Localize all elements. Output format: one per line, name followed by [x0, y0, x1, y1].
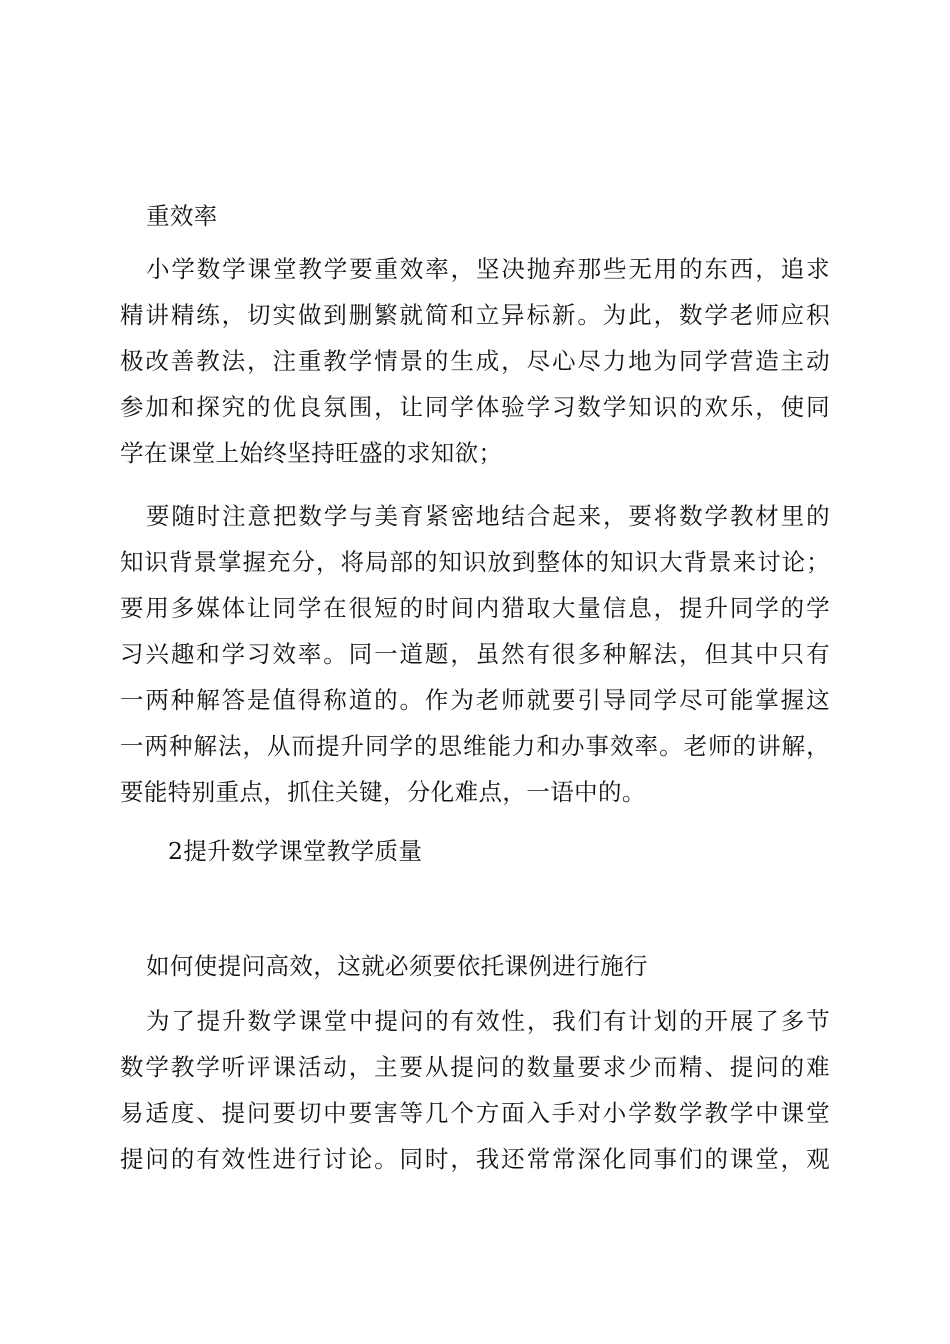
heading-efficiency: 重效率	[146, 202, 218, 230]
paragraph-line: 数学教学听评课活动，主要从提问的数量要求少而精、提问的难	[120, 1053, 830, 1081]
subheading: 如何使提问高效，这就必须要依托课例进行施行	[146, 952, 648, 980]
paragraph-line: 一两种解法，从而提升同学的思维能力和办事效率。老师的讲解，	[120, 732, 830, 760]
paragraph-line: 要能特别重点，抓住关键，分化难点，一语中的。	[120, 778, 646, 806]
paragraph-line: 知识背景掌握充分，将局部的知识放到整体的知识大背景来讨论；	[120, 548, 830, 576]
paragraph-line: 为了提升数学课堂中提问的有效性，我们有计划的开展了多节	[146, 1007, 830, 1035]
paragraph-line: 小学数学课堂教学要重效率，坚决抛弃那些无用的东西，追求	[146, 255, 830, 283]
paragraph-line: 精讲精练，切实做到删繁就简和立异标新。为此，数学老师应积	[120, 301, 830, 329]
section-heading: 2提升数学课堂教学质量	[168, 837, 423, 865]
paragraph-line: 学在课堂上始终坚持旺盛的求知欲；	[120, 439, 503, 467]
paragraph-line: 要用多媒体让同学在很短的时间内猎取大量信息，提升同学的学	[120, 594, 830, 622]
paragraph-line: 提问的有效性进行讨论。同时，我还常常深化同事们的课堂，观	[120, 1145, 830, 1173]
paragraph-line: 参加和探究的优良氛围，让同学体验学习数学知识的欢乐，使同	[120, 393, 830, 421]
paragraph-line: 习兴趣和学习效率。同一道题，虽然有很多种解法，但其中只有	[120, 640, 830, 668]
paragraph-line: 极改善教法，注重教学情景的生成，尽心尽力地为同学营造主动	[120, 347, 830, 375]
paragraph-line: 要随时注意把数学与美育紧密地结合起来，要将数学教材里的	[146, 502, 830, 530]
paragraph-line: 一两种解答是值得称道的。作为老师就要引导同学尽可能掌握这	[120, 686, 830, 714]
paragraph-line: 易适度、提问要切中要害等几个方面入手对小学数学教学中课堂	[120, 1099, 830, 1127]
